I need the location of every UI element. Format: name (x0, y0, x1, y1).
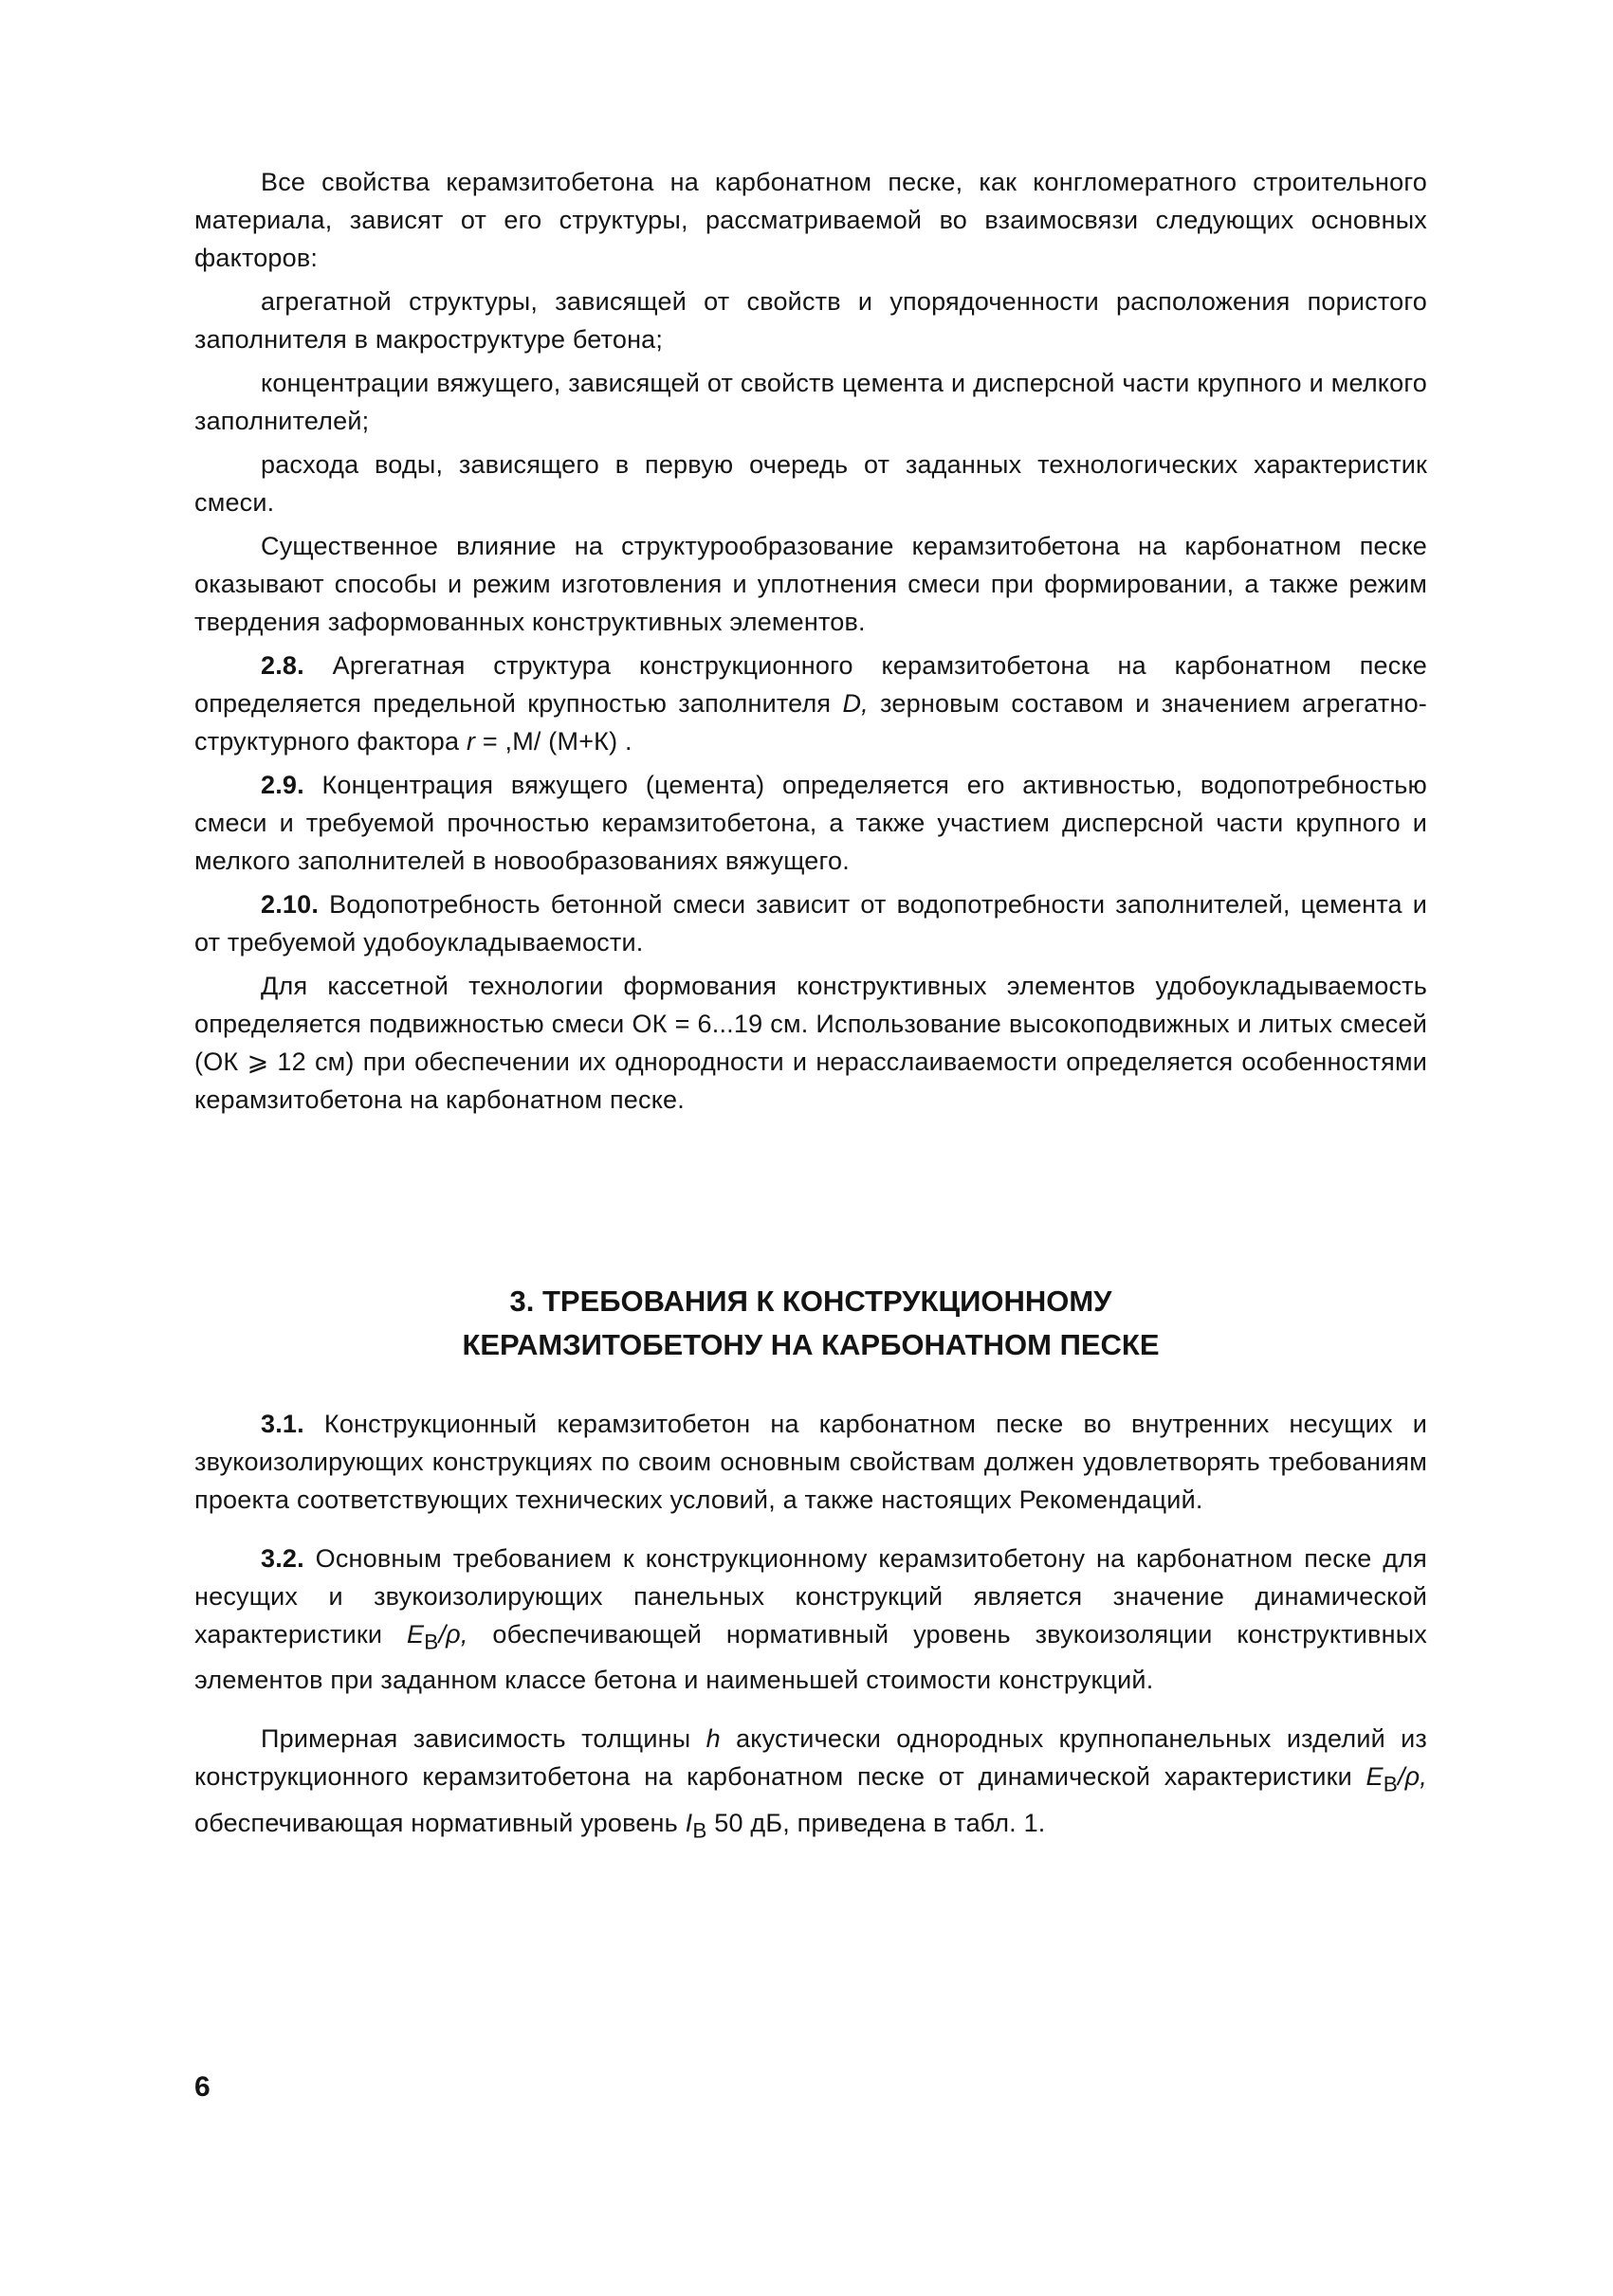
paragraph-2-10 (194, 885, 1427, 961)
paragraph-2-8 (194, 647, 1427, 760)
subscript-b: B (692, 1818, 707, 1843)
variable-r: r (466, 727, 476, 756)
clause-text: акустически однородных крупнопанельных изделий из конструкционного керамзитобетона на карбонатном песке от динамической характеристики (194, 1724, 1428, 1792)
paragraph-water-consumption: расхода воды, зависящего в первую очередь от заданных технологических характеристик смеси. (194, 450, 1427, 517)
clause-text: 50 дБ, приведена в табл. 1. (714, 1808, 1046, 1837)
paragraph-3-2 (194, 1540, 1427, 1699)
variable-e: E (1366, 1762, 1384, 1792)
paragraph-structure-formation: Существенное влияние на структурообразование керамзитобетона на карбонатном песке оказывают способы и режим изготовления и уплотнения смеси при формировании, а также режим твердения заформованных конструктивных элементов. (194, 532, 1427, 636)
clause-text: зерновым составом и значением агрегатно-структурного фактора (194, 689, 1427, 756)
heading-line-2: КЕРАМЗИТОБЕТОНУ НА КАРБОНАТНОМ ПЕСКЕ (462, 1328, 1160, 1361)
clause-number: 2.8. (261, 651, 304, 680)
page-body (194, 163, 1427, 1855)
clause-text: Водопотребность бетонной смеси зависит от водопотребности заполнителей, цемента и от требуемой удобоукладываемости. (194, 890, 1428, 957)
page-number: 6 (194, 2071, 211, 2103)
clause-text: Концентрация вяжущего (цемента) определяется его активностью, водопотребностью смеси и требуемой прочностью керамзитобетона, а также участием дисперсной части крупного и мелкого заполнителей в новообразованиях вяжущего. (194, 771, 1427, 875)
paragraph-binder-concentration: концентрации вяжущего, зависящей от свойств цемента и дисперсной части крупного и мелкого заполнителей; (194, 369, 1427, 435)
heading-line-1: 3. ТРЕБОВАНИЯ К КОНСТРУКЦИОННОМУ (509, 1285, 1112, 1318)
variable-rho: /ρ, (1397, 1762, 1428, 1792)
variable-e: E (407, 1620, 425, 1649)
paragraph-example-dependence (194, 1720, 1427, 1850)
clause-text: Основным требованием к конструкционному керамзитобетону на карбонатном песке для несущих и звукоизолирующих панельных конструкций является значение динамической характеристики (194, 1544, 1428, 1649)
clause-text: Конструкционный керамзитобетон на карбонатном песке во внутренних несущих и звукоизолирующих конструкциях по своим основным свойствам должен удовлетворять требованиям проекта соответствующих технических условий, а также настоящих Рекомендаций. (194, 1410, 1427, 1514)
clause-text: Аргегатная структура конструкционного керамзитобетона на карбонатном песке определяется предельной крупностью заполнителя (194, 651, 1428, 718)
subscript-b: B (1383, 1772, 1398, 1796)
paragraph-3-1 (194, 1405, 1427, 1519)
paragraph-properties: Все свойства керамзитобетона на карбонатном песке, как конгломератного строительного материала, зависят от его структуры, рассматриваемой во взаимосвязи следующих основных факторов: (194, 168, 1427, 272)
variable-h: h (706, 1724, 721, 1754)
clause-number: 3.1. (261, 1410, 304, 1438)
clause-number: 3.2. (261, 1544, 304, 1573)
section-3-heading (194, 1280, 1427, 1367)
clause-text: обеспечивающей нормативный уровень звукоизоляции конструктивных элементов при заданном классе бетона и наименьшей стоимости конструкций. (194, 1620, 1428, 1695)
variable-i: I (685, 1808, 693, 1837)
formula-tail: = ,М/ (М+К) . (482, 727, 632, 756)
paragraph-2-9 (194, 766, 1427, 880)
paragraph-cassette-technology: Для кассетной технологии формования конструктивных элементов удобоукладываемость определяется подвижностью смеси ОК = 6...19 см. Использование высокоподвижных и литых смесей (ОК ⩾ 12 см) при обеспечении их однородности и нерасслаиваемости определяется особенностями керамзитобетона на карбонатном песке. (194, 972, 1427, 1114)
clause-text: обеспечивающая нормативный уровень (194, 1808, 678, 1837)
paragraph-aggregate-structure: агрегатной структуры, зависящей от свойств и упорядоченности расположения пористого заполнителя в макроструктуре бетона; (194, 287, 1427, 354)
clause-number: 2.10. (261, 890, 320, 919)
subscript-b: B (424, 1630, 439, 1654)
variable-rho: /ρ, (438, 1620, 468, 1649)
variable-d: D, (842, 689, 869, 718)
clause-number: 2.9. (261, 771, 304, 799)
clause-text: Примерная зависимость толщины (261, 1724, 691, 1754)
